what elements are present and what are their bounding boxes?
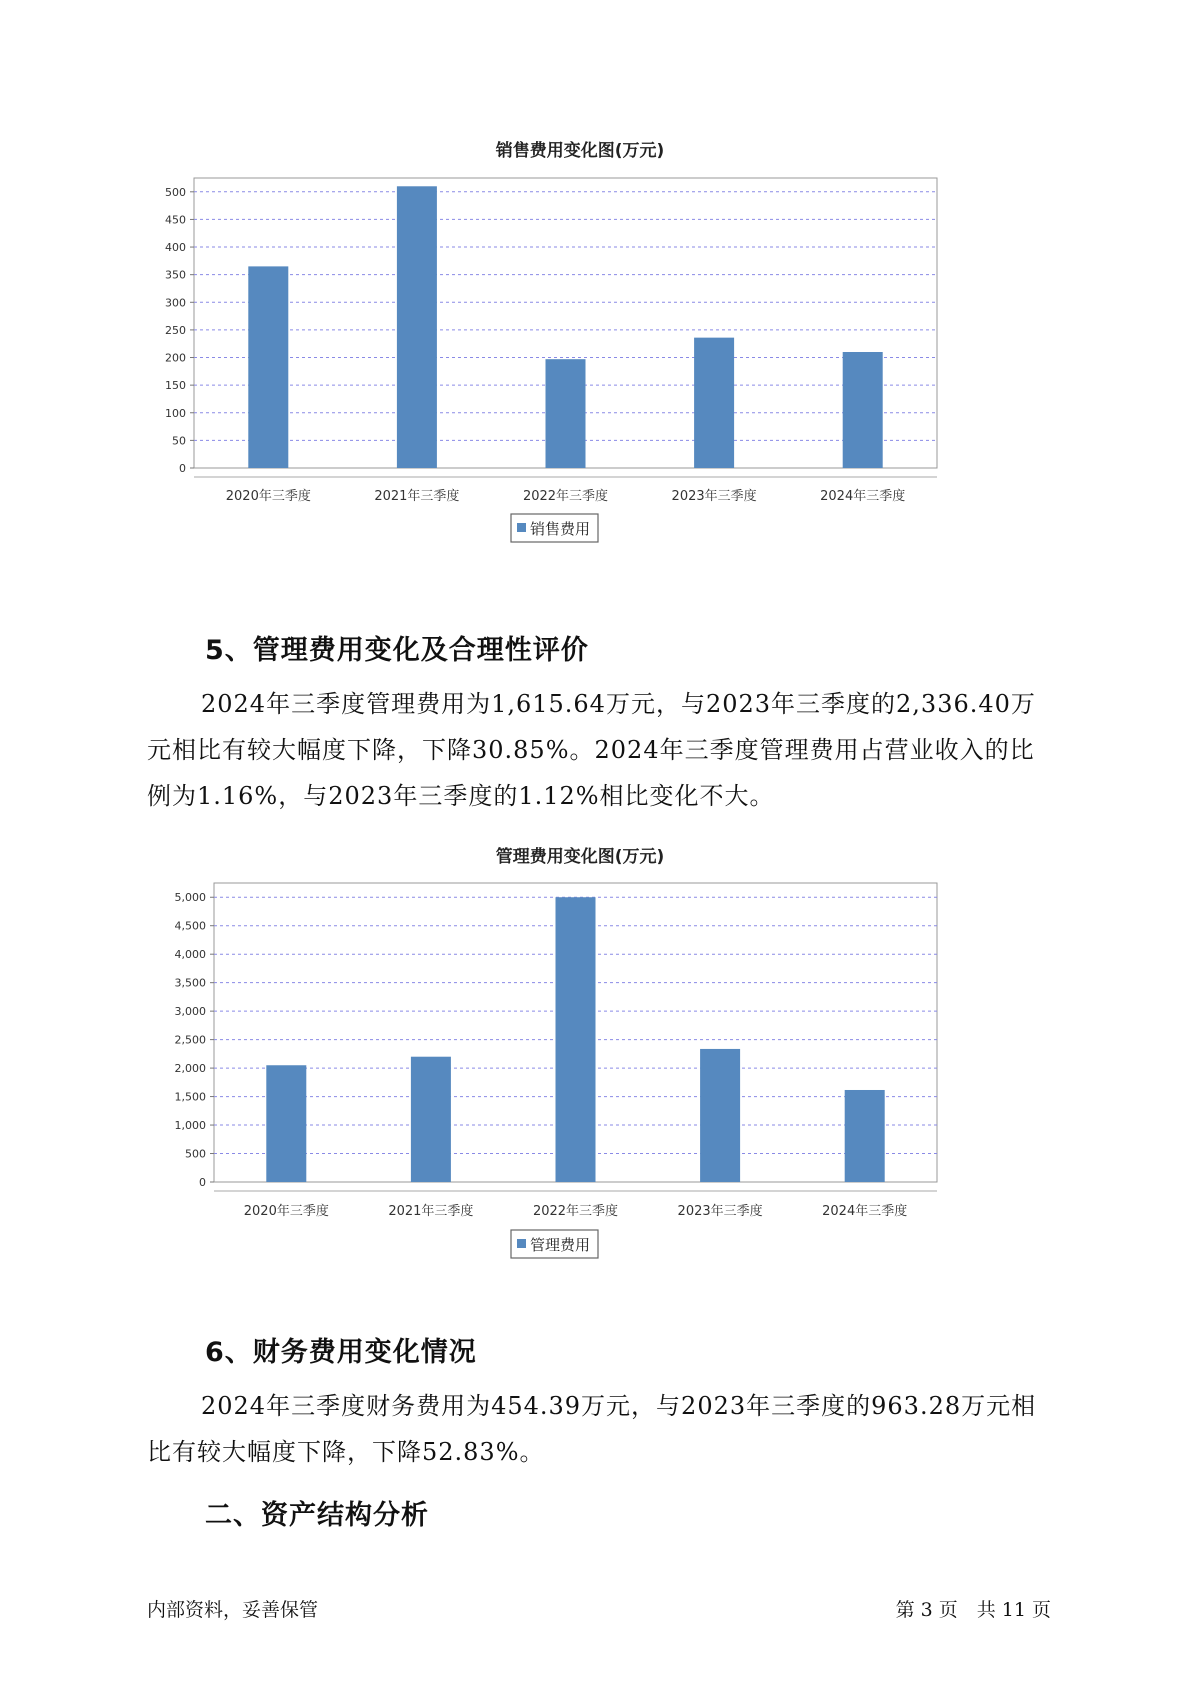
- section6-heading: 6、财务费用变化情况: [205, 1337, 477, 1368]
- legend-swatch: [517, 523, 526, 532]
- x-tick-label: 2021年三季度: [388, 1204, 474, 1219]
- admin-expense-chart-svg: [150, 840, 1050, 1290]
- bar: [546, 359, 586, 468]
- section-two-heading: 二、资产结构分析: [205, 1500, 429, 1531]
- y-tick-label: 1,500: [174, 1090, 206, 1104]
- bar: [700, 1049, 740, 1182]
- chart-title: 管理费用变化图(万元): [495, 847, 665, 867]
- section6-paragraph: 2024年三季度财务费用为454.39万元，与2023年三季度的963.28万元相比有较大幅度下降，下降52.83%。: [147, 1392, 1037, 1466]
- bar: [843, 352, 883, 468]
- y-tick-label: 100: [165, 406, 186, 420]
- footer-page-number: 第 3 页 共 11 页: [895, 1599, 1051, 1621]
- y-tick-label: 0: [199, 1176, 206, 1189]
- y-tick-label: 50: [172, 434, 186, 448]
- y-tick-label: 350: [165, 268, 186, 282]
- x-tick-label: 2022年三季度: [532, 1204, 619, 1219]
- section5-heading: 5、管理费用变化及合理性评价: [205, 635, 589, 666]
- y-tick-label: 250: [165, 323, 186, 337]
- x-tick-label: 2024年三季度: [820, 489, 906, 504]
- bar: [556, 897, 596, 1182]
- bar: [248, 266, 288, 468]
- x-tick-label: 2022年三季度: [522, 489, 609, 504]
- x-tick-label: 2020年三季度: [243, 1204, 329, 1219]
- y-tick-label: 2,500: [174, 1033, 206, 1047]
- y-tick-label: 450: [165, 213, 186, 227]
- y-tick-label: 150: [165, 379, 186, 393]
- legend-swatch: [517, 1239, 526, 1248]
- x-tick-label: 2020年三季度: [225, 489, 311, 504]
- bar: [411, 1057, 451, 1182]
- bar: [397, 186, 437, 468]
- y-tick-label: 5,000: [174, 891, 206, 905]
- x-tick-label: 2024年三季度: [822, 1204, 908, 1219]
- legend-label: 管理费用: [530, 1236, 591, 1254]
- legend: [511, 514, 598, 542]
- y-tick-label: 1,000: [174, 1119, 206, 1133]
- y-tick-label: 0: [179, 462, 186, 475]
- y-tick-label: 4,500: [174, 919, 206, 933]
- bar: [266, 1065, 306, 1182]
- y-tick-label: 3,000: [174, 1005, 206, 1019]
- legend: [511, 1230, 598, 1258]
- x-tick-label: 2023年三季度: [671, 489, 757, 504]
- x-tick-label: 2021年三季度: [374, 489, 460, 504]
- y-tick-label: 4,000: [174, 948, 206, 962]
- chart-title: 销售费用变化图(万元): [495, 141, 665, 161]
- bar: [845, 1090, 885, 1182]
- y-tick-label: 2,000: [174, 1062, 206, 1076]
- sales-expense-chart-svg: [150, 130, 1050, 560]
- y-tick-label: 200: [165, 351, 186, 365]
- y-tick-label: 400: [165, 241, 186, 255]
- sales-expense-chart: [150, 130, 1050, 560]
- y-tick-label: 500: [165, 185, 186, 199]
- bar: [694, 338, 734, 468]
- y-tick-label: 300: [165, 296, 186, 310]
- x-tick-label: 2023年三季度: [677, 1204, 763, 1219]
- admin-expense-chart: [150, 840, 1050, 1290]
- y-tick-label: 3,500: [174, 976, 206, 990]
- section5-paragraph: 2024年三季度管理费用为1,615.64万元，与2023年三季度的2,336.40万元相比有较大幅度下降，下降30.85%。2024年三季度管理费用占营业收入的比例为1.16%，与2023年三季度的1.12%相比变化不大。: [147, 690, 1036, 810]
- legend-label: 销售费用: [530, 520, 591, 538]
- y-tick-label: 500: [185, 1147, 206, 1161]
- footer-confidential-note: 内部资料，妥善保管: [147, 1599, 319, 1621]
